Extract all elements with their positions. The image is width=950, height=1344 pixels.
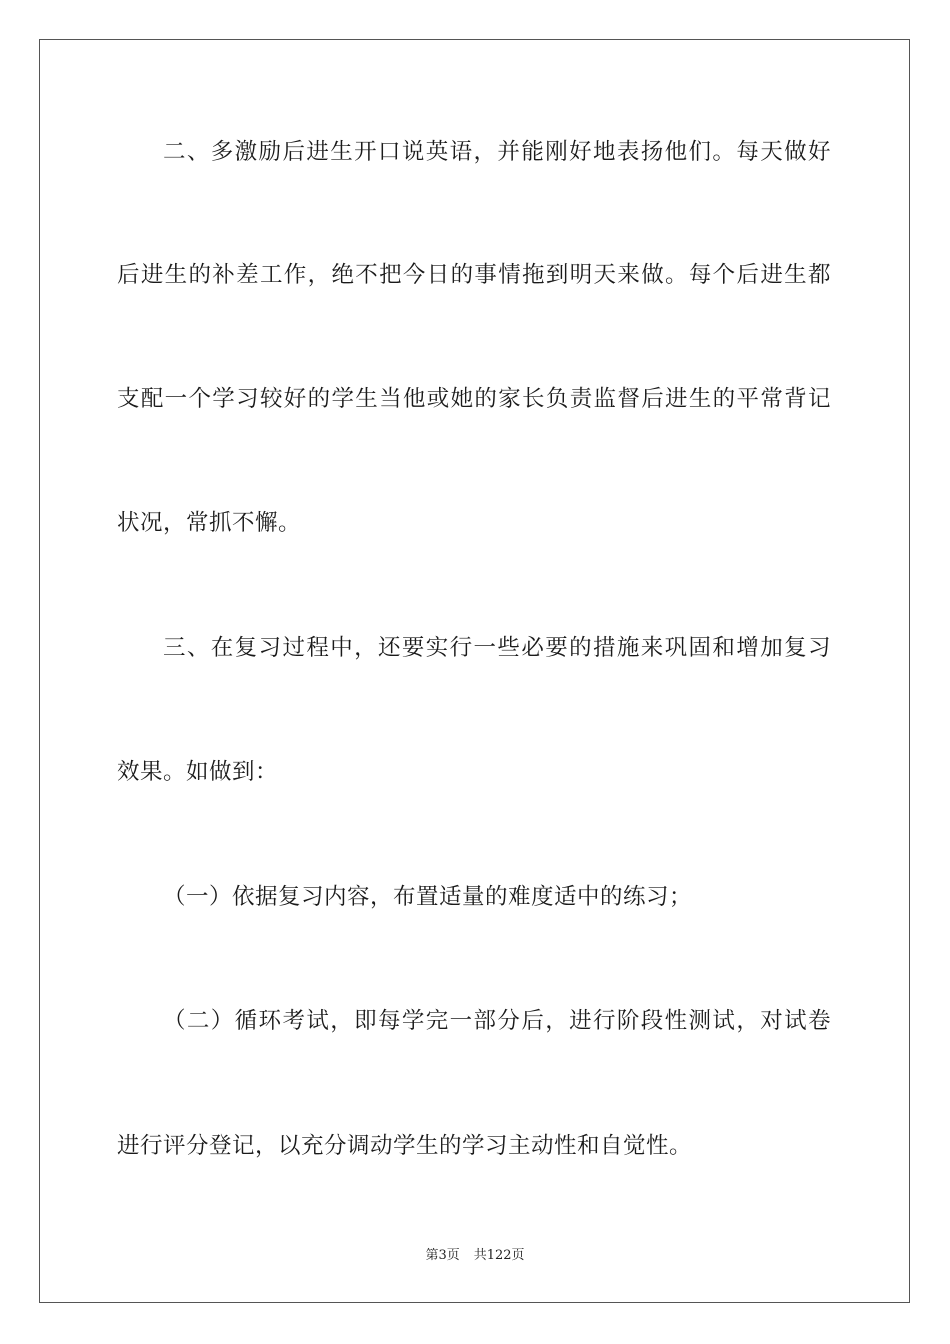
page-border (39, 39, 910, 1303)
list-item-2-line-2: 进行评分登记，以充分调动学生的学习主动性和自觉性。 (117, 1133, 693, 1159)
paragraph-2-line-4: 状况，常抓不懈。 (117, 510, 302, 536)
page-number: 第3页 (425, 1248, 460, 1263)
list-item-2-line-1: （二）循环考试，即每学完一部分后，进行阶段性测试，对试卷 (163, 1008, 831, 1034)
paragraph-2-line-1: 二、多激励后进生开口说英语，并能刚好地表扬他们。每天做好 (163, 139, 831, 165)
total-pages: 共122页 (473, 1248, 525, 1263)
list-item-1: （一）依据复习内容，布置适量的难度适中的练习； (163, 884, 693, 910)
paragraph-3-line-1: 三、在复习过程中，还要实行一些必要的措施来巩固和增加复习 (163, 635, 831, 661)
paragraph-3-line-2: 效果。如做到： (117, 759, 279, 785)
paragraph-2-line-3: 支配一个学习较好的学生当他或她的家长负责监督后进生的平常背记 (117, 386, 831, 412)
paragraph-2-line-2: 后进生的补差工作，绝不把今日的事情拖到明天来做。每个后进生都 (117, 262, 831, 288)
page-footer (0, 1247, 950, 1265)
